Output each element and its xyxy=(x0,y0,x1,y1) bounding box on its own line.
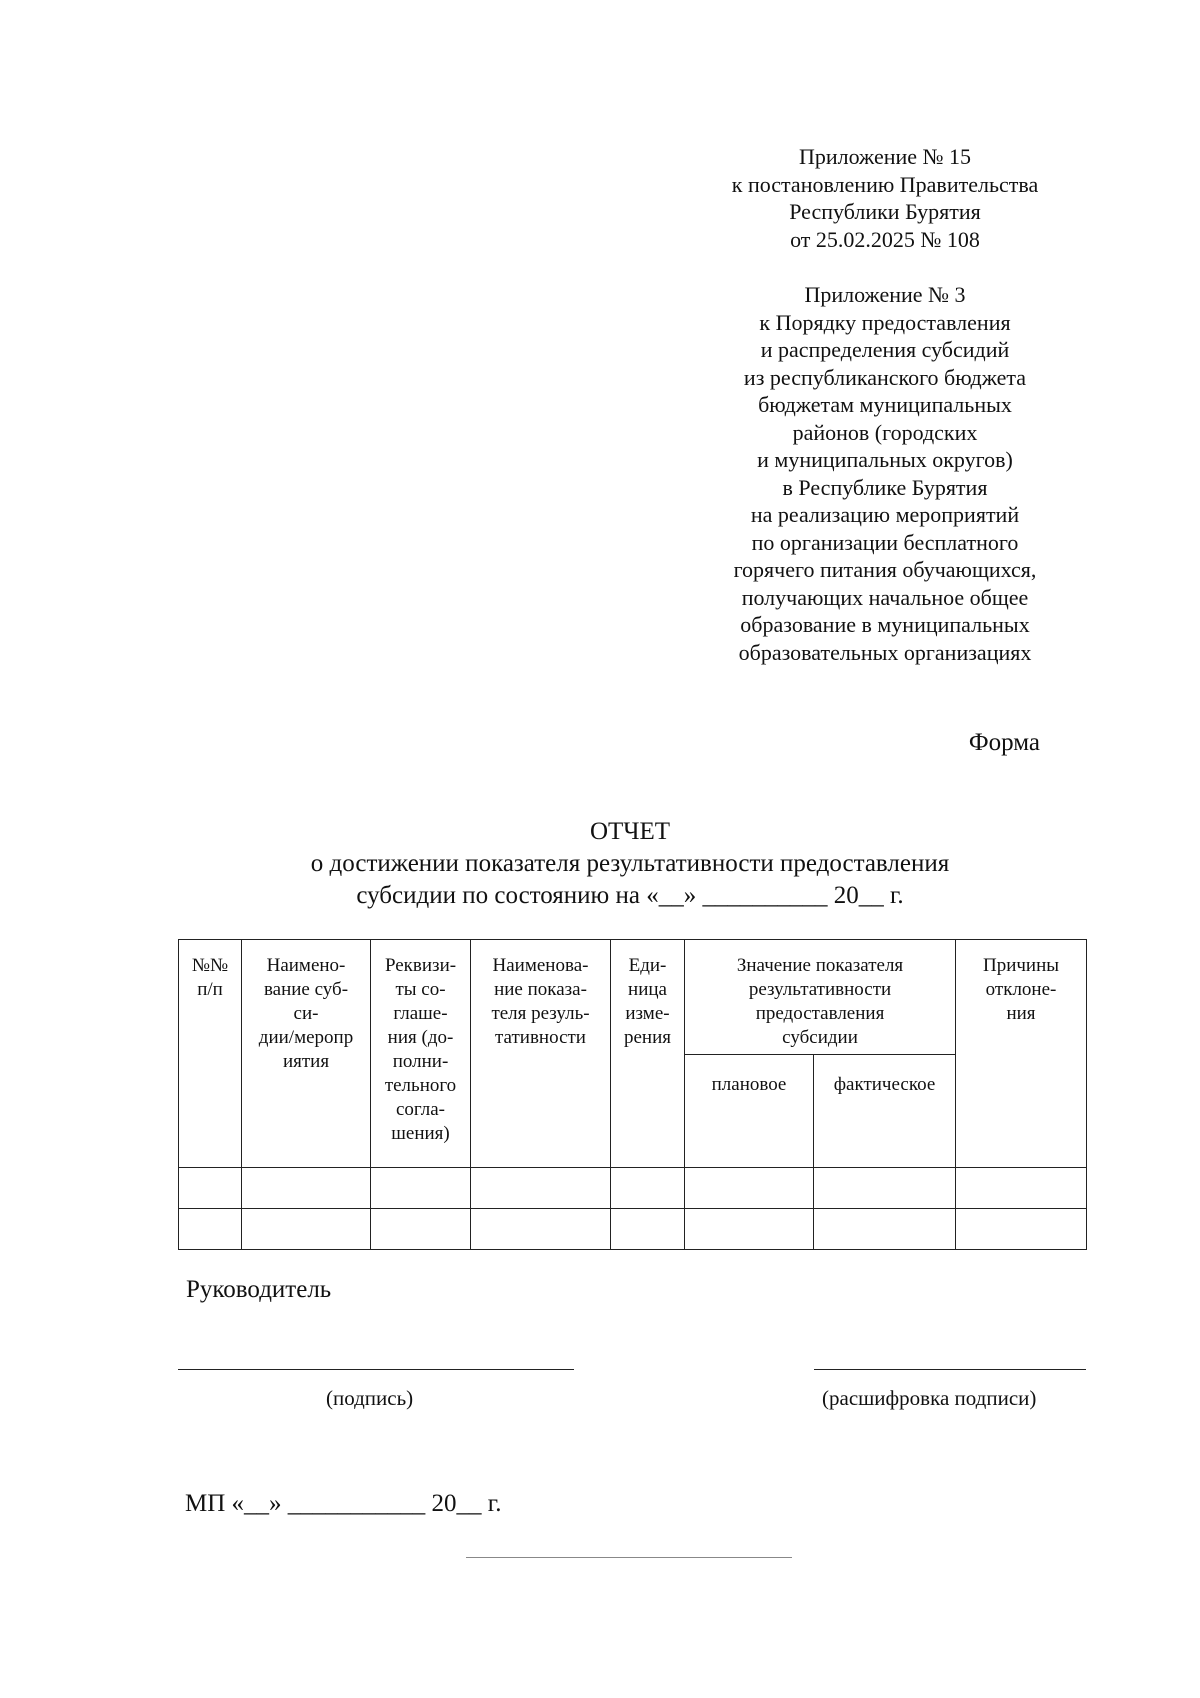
appendix-order-line: к Порядку предоставления xyxy=(759,309,1011,335)
table-cell[interactable] xyxy=(611,1209,685,1250)
table-cell[interactable] xyxy=(242,1209,371,1250)
report-title: ОТЧЕТ xyxy=(589,818,671,845)
table-cell[interactable] xyxy=(956,1209,1087,1250)
signature-decoding-line[interactable] xyxy=(814,1369,1086,1370)
table-row xyxy=(179,1209,1087,1250)
header-num: №№ п/п xyxy=(179,940,242,1168)
header-planned: плановое xyxy=(685,1055,814,1168)
table-cell[interactable] xyxy=(685,1209,814,1250)
appendix-order-line: на реализацию мероприятий xyxy=(750,502,1020,527)
table-cell[interactable] xyxy=(371,1209,471,1250)
appendix-main-block xyxy=(700,143,1070,253)
table-cell[interactable] xyxy=(371,1168,471,1209)
header-indicator-name: Наименова- ние показа- теля резуль- тативности xyxy=(471,940,611,1168)
table-row xyxy=(179,1168,1087,1209)
appendix-order-line: и муниципальных округов) xyxy=(757,447,1013,472)
report-subtitle-line: о достижении показателя результативности предоставления xyxy=(310,850,950,877)
appendix-main-line: к постановлению Правительства xyxy=(731,171,1039,197)
signature-decoding-caption: (расшифровка подписи) xyxy=(822,1386,1037,1410)
appendix-order-line: по организации бесплатного xyxy=(751,529,1019,555)
header-reasons: Причины отклоне- ния xyxy=(956,940,1087,1168)
table-cell[interactable] xyxy=(956,1168,1087,1209)
appendix-main-line: Республики Бурятия xyxy=(789,199,981,224)
appendix-main-line: от 25.02.2025 № 108 xyxy=(790,226,980,252)
table-cell[interactable] xyxy=(179,1168,242,1209)
report-heading xyxy=(0,816,1200,912)
table-cell[interactable] xyxy=(814,1168,956,1209)
table-cell[interactable] xyxy=(242,1168,371,1209)
header-actual: фактическое xyxy=(814,1055,956,1168)
head-label: Руководитель xyxy=(186,1276,332,1303)
appendix-order-line: образование в муниципальных xyxy=(740,612,1030,637)
appendix-order-line: и распределения субсидий xyxy=(760,337,1010,362)
table-cell[interactable] xyxy=(685,1168,814,1209)
appendix-order-line: районов (городских xyxy=(792,419,978,445)
header-value-group: Значение показателя результативности предоставления субсидии xyxy=(685,940,956,1055)
appendix-order-line: бюджетам муниципальных xyxy=(758,392,1012,417)
stamp-date-line: МП «__» ___________ 20__ г. xyxy=(185,1490,502,1517)
table-cell[interactable] xyxy=(179,1209,242,1250)
header-subsidy-name: Наимено- вание суб- си- дии/меропр иятия xyxy=(242,940,371,1168)
signature-line[interactable] xyxy=(178,1369,574,1370)
report-table xyxy=(178,939,1087,1250)
header-unit: Еди- ница изме- рения xyxy=(611,940,685,1168)
table-cell[interactable] xyxy=(471,1168,611,1209)
appendix-order-line: получающих начальное общее xyxy=(741,584,1029,610)
header-agreement: Реквизи- ты со- глаше- ния (до- полни- тельного согла- шения) xyxy=(371,940,471,1168)
table-header-row xyxy=(179,940,1087,1055)
signature-caption: (подпись) xyxy=(326,1386,414,1410)
appendix-order-block xyxy=(700,281,1070,666)
table-cell[interactable] xyxy=(814,1209,956,1250)
appendix-main-line: Приложение № 15 xyxy=(798,144,972,169)
form-label: Форма xyxy=(968,729,1040,756)
appendix-order-line: в Республике Бурятия xyxy=(782,474,988,500)
appendix-order-line: Приложение № 3 xyxy=(804,282,966,307)
report-subtitle-line: субсидии по состоянию на «__» __________ 20__ г. xyxy=(356,882,904,909)
table-cell[interactable] xyxy=(611,1168,685,1209)
appendix-order-line: из республиканского бюджета xyxy=(743,364,1027,390)
appendix-order-line: образовательных организациях xyxy=(738,639,1032,665)
table-cell[interactable] xyxy=(471,1209,611,1250)
appendix-order-line: горячего питания обучающихся, xyxy=(733,557,1037,582)
bottom-divider xyxy=(466,1557,792,1558)
